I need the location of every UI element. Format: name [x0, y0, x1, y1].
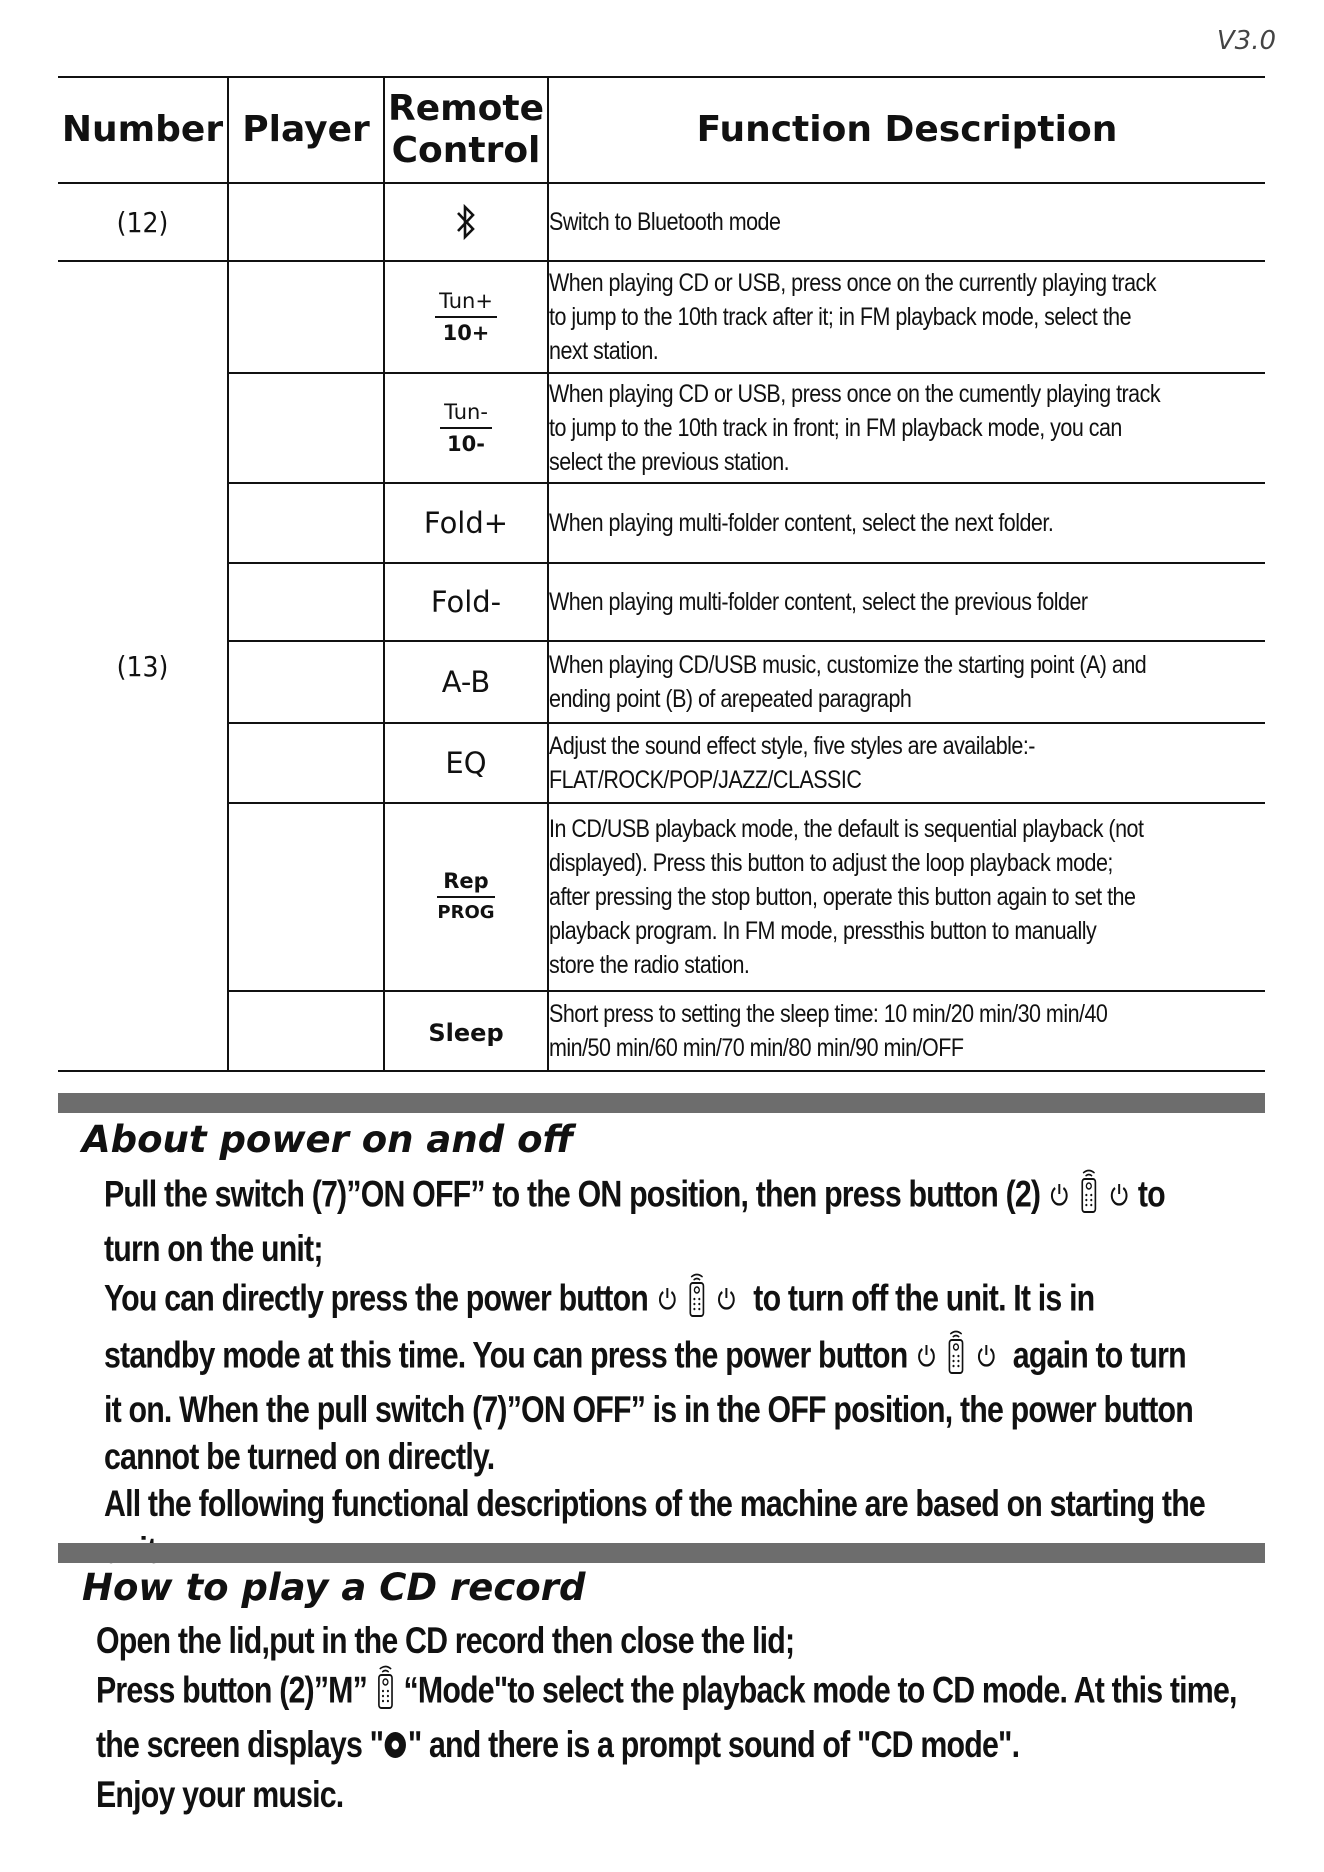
key-bottom: PROG — [437, 902, 495, 923]
description-line: next station. — [549, 337, 659, 365]
text-span: Pull the switch (7)”ON OFF” to the ON position, then press button (2) — [104, 1173, 1041, 1215]
player-cell — [228, 563, 384, 641]
key-top: Rep — [437, 868, 494, 898]
power-icon — [656, 1277, 679, 1324]
description-cell — [548, 261, 1265, 373]
description-line: ending point (B) of arepeated paragraph — [549, 685, 912, 713]
paragraph-line — [104, 1329, 1186, 1386]
header-remote-line1: Remote — [387, 88, 544, 129]
player-cell — [228, 641, 384, 723]
key-bottom: 10+ — [442, 320, 490, 345]
description-line: select the previous station. — [549, 448, 790, 476]
remote-icon — [946, 1329, 967, 1386]
description-line: after pressing the stop button, operate this button again to set the — [549, 883, 1136, 911]
text-span: Press button (2)”M” — [96, 1669, 367, 1711]
table-row — [58, 641, 1265, 723]
player-cell — [228, 723, 384, 803]
remote-icon — [686, 1272, 707, 1329]
version-label: V3.0 — [1216, 26, 1276, 56]
description-line: store the radio station. — [549, 951, 750, 979]
section-divider — [58, 1543, 1265, 1563]
power-paragraph — [104, 1168, 1264, 1574]
key-top: Tun- — [440, 399, 492, 429]
tun-plus-key — [435, 288, 497, 346]
paragraph-line — [104, 1168, 1165, 1225]
description-cell — [548, 563, 1265, 641]
description-line: to jump to the 10th track after it; in FM playback mode, select the — [549, 303, 1132, 331]
description-line: When playing CD or USB, press once on the cumently playing track — [549, 380, 1161, 408]
sleep-key: Sleep — [428, 1019, 504, 1047]
text-span: You can directly press the power button — [104, 1277, 649, 1319]
description-cell — [548, 991, 1265, 1071]
paragraph-line: Enjoy your music. — [96, 1773, 344, 1815]
tun-minus-key — [440, 399, 492, 457]
description-line: In CD/USB playback mode, the default is sequential playback (not — [549, 815, 1144, 843]
paragraph-line: All the following functional descriptions of the machine are based on starting the — [104, 1483, 1205, 1524]
header-description: Function Description — [548, 77, 1265, 183]
power-icon — [975, 1334, 998, 1381]
header-player: Player — [228, 77, 384, 183]
bluetooth-icon — [455, 202, 477, 242]
table-row — [58, 183, 1265, 261]
description-cell — [548, 373, 1265, 483]
power-icon — [1048, 1173, 1071, 1220]
description-line: displayed). Press this button to adjust the loop playback mode; — [549, 849, 1113, 877]
remote-cell: Fold+ — [384, 483, 548, 563]
paragraph-line: turn on the unit; — [104, 1228, 323, 1269]
row-number: (13) — [58, 261, 228, 1071]
description-line: When playing multi-folder content, select the next folder. — [549, 509, 1054, 537]
description-cell — [548, 723, 1265, 803]
remote-icon — [375, 1664, 396, 1721]
description-text: Switch to Bluetooth mode — [549, 208, 781, 236]
remote-cell — [384, 373, 548, 483]
power-section-title: About power on and off — [82, 1118, 574, 1161]
player-cell — [228, 483, 384, 563]
player-cell — [228, 991, 384, 1071]
table-row — [58, 723, 1265, 803]
function-table — [58, 76, 1265, 1072]
text-span: " and there is a prompt sound of "CD mode". — [407, 1724, 1020, 1765]
text-span: to — [1137, 1173, 1165, 1215]
table-row — [58, 563, 1265, 641]
paragraph-line — [104, 1272, 1095, 1329]
table-row — [58, 373, 1265, 483]
description-line: Short press to setting the sleep time: 10 min/20 min/30 min/40 — [549, 1000, 1108, 1028]
paragraph-line: cannot be turned on directly. — [104, 1436, 495, 1477]
table-header-row — [58, 77, 1265, 183]
remote-cell: EQ — [384, 723, 548, 803]
power-icon — [715, 1277, 738, 1324]
key-top: Tun+ — [435, 288, 497, 318]
paragraph-line — [96, 1721, 1055, 1771]
header-number: Number — [58, 77, 228, 183]
power-icon — [1107, 1173, 1130, 1220]
description-cell — [548, 803, 1265, 991]
text-span: standby mode at this time. You can press the power button — [104, 1334, 908, 1376]
rep-prog-key — [437, 868, 494, 926]
description-line: When playing multi-folder content, select the previous folder — [549, 588, 1088, 616]
table-row — [58, 483, 1265, 563]
table-row — [58, 803, 1265, 991]
section-divider — [58, 1093, 1265, 1113]
key-bottom: 10- — [447, 431, 485, 456]
description-line: When playing CD/USB music, customize the starting point (A) and — [549, 651, 1147, 679]
player-cell — [228, 373, 384, 483]
disc-icon — [383, 1724, 408, 1771]
row-number: (12) — [58, 183, 228, 261]
remote-cell: A-B — [384, 641, 548, 723]
paragraph-line: it on. When the pull switch (7)”ON OFF” is in the OFF position, the power button — [104, 1389, 1193, 1430]
player-cell — [228, 183, 384, 261]
remote-cell — [384, 803, 548, 991]
player-cell — [228, 261, 384, 373]
text-span: to turn off the unit. It is in — [753, 1277, 1095, 1319]
paragraph-line — [96, 1664, 1237, 1721]
remote-cell — [384, 183, 548, 261]
description-cell — [548, 641, 1265, 723]
remote-icon — [1078, 1168, 1099, 1225]
paragraph-line: Open the lid,put in the CD record then close the lid; — [96, 1620, 795, 1661]
cd-section-title: How to play a CD record — [82, 1566, 586, 1609]
remote-cell — [384, 991, 548, 1071]
description-cell — [548, 483, 1265, 563]
remote-cell — [384, 261, 548, 373]
cd-paragraph — [96, 1617, 1266, 1818]
description-line: playback program. In FM mode, pressthis button to manually — [549, 917, 1097, 945]
text-span: again to turn — [1012, 1334, 1186, 1376]
table-row — [58, 991, 1265, 1071]
header-remote — [384, 77, 548, 183]
description-line: min/50 min/60 min/70 min/80 min/90 min/OFF — [549, 1034, 964, 1062]
text-span: “Mode"to select the playback mode to CD mode. At this time, — [403, 1669, 1237, 1711]
description-line: FLAT/ROCK/POP/JAZZ/CLASSIC — [549, 766, 862, 794]
player-cell — [228, 803, 384, 991]
power-icon — [915, 1334, 938, 1381]
text-span: the screen displays " — [96, 1724, 384, 1765]
description-line: When playing CD or USB, press once on the currently playing track — [549, 269, 1156, 297]
description-line: Adjust the sound effect style, five styles are available:- — [549, 732, 1035, 760]
table-row — [58, 261, 1265, 373]
description-cell — [548, 183, 1265, 261]
description-line: to jump to the 10th track in front; in FM playback mode, you can — [549, 414, 1122, 442]
remote-cell: Fold- — [384, 563, 548, 641]
header-remote-line2: Control — [391, 130, 541, 171]
